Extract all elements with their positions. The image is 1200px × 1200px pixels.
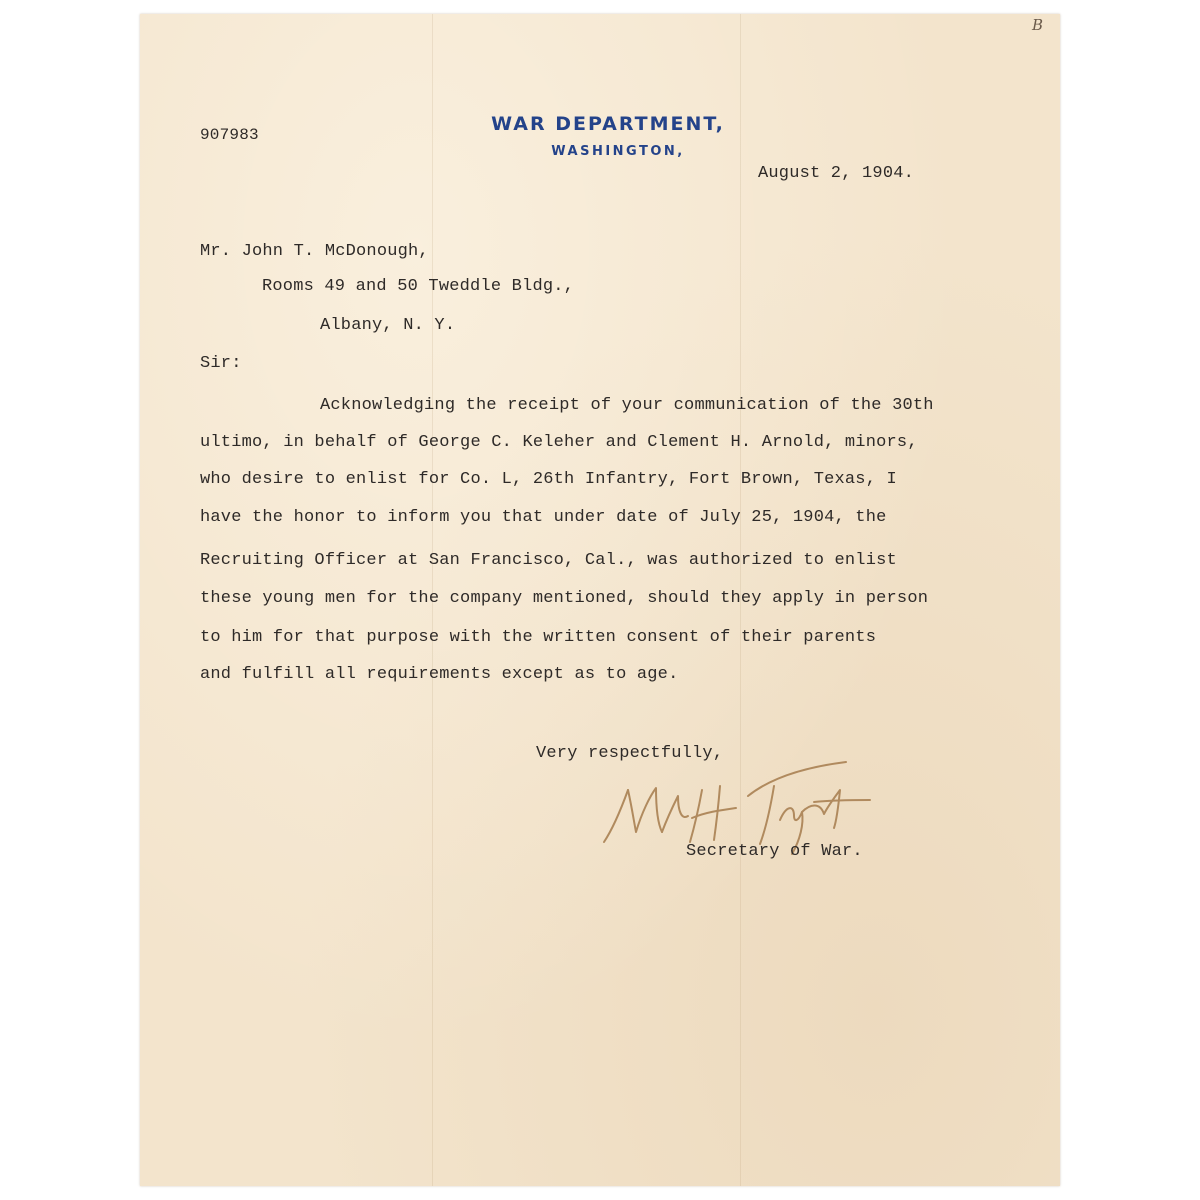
body-line: Acknowledging the receipt of your communication of the 30th	[320, 396, 934, 415]
recipient-name: Mr. John T. McDonough,	[200, 242, 429, 261]
body-line: have the honor to inform you that under date of July 25, 1904, the	[200, 508, 887, 527]
closing: Very respectfully,	[536, 744, 724, 763]
corner-mark: B	[1032, 16, 1044, 34]
file-number: 907983	[200, 126, 259, 144]
signer-title: Secretary of War.	[686, 842, 863, 861]
body-line: Recruiting Officer at San Francisco, Cal., was authorized to enlist	[200, 551, 897, 570]
body-line: to him for that purpose with the written consent of their parents	[200, 628, 877, 647]
body-line: ultimo, in behalf of George C. Keleher and Clement H. Arnold, minors,	[200, 433, 918, 452]
recipient-address: Rooms 49 and 50 Tweddle Bldg.,	[262, 277, 575, 296]
letterhead-title: WAR DEPARTMENT,	[491, 113, 725, 135]
body-line: who desire to enlist for Co. L, 26th Infantry, Fort Brown, Texas, I	[200, 470, 897, 489]
recipient-city: Albany, N. Y.	[320, 316, 456, 335]
body-line: and fulfill all requirements except as to age.	[200, 665, 679, 684]
letter-date: August 2, 1904.	[758, 164, 915, 183]
letterhead-subtitle: WASHINGTON,	[551, 144, 685, 159]
body-line: these young men for the company mentioned, should they apply in person	[200, 589, 929, 608]
salutation: Sir:	[200, 354, 242, 373]
